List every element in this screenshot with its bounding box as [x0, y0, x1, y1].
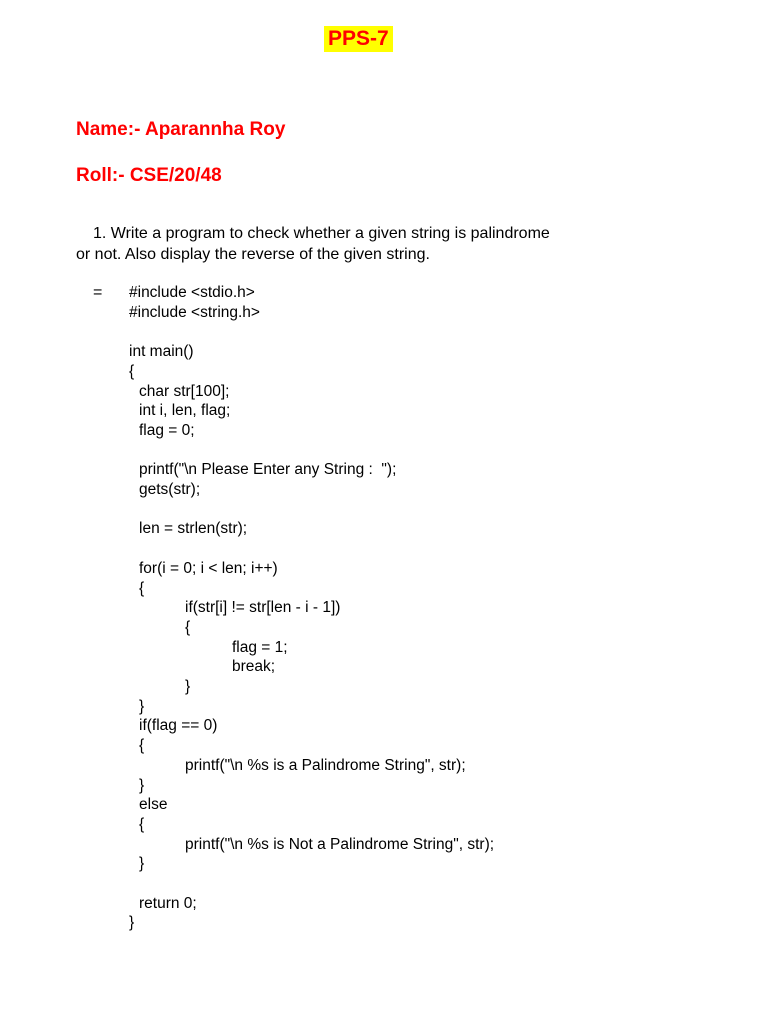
roll-number: Roll:- CSE/20/48 — [76, 165, 222, 186]
code-line: flag = 1; — [232, 638, 288, 656]
code-line: return 0; — [139, 894, 197, 912]
code-line: { — [129, 362, 135, 380]
code-line: } — [129, 914, 135, 932]
code-line: int i, len, flag; — [139, 402, 231, 420]
code-line: break; — [232, 658, 276, 676]
code-line: { — [185, 618, 191, 636]
code-line: gets(str); — [139, 481, 201, 498]
document-title: PPS-7 — [324, 26, 393, 52]
code-line: #include <string.h> — [129, 303, 260, 321]
code-line: for(i = 0; i < len; i++) — [139, 559, 278, 577]
code-line: if(str[i] != str[len - i - 1]) — [185, 599, 341, 617]
code-line: len = strlen(str); — [139, 520, 248, 538]
code-line: } — [139, 776, 145, 794]
student-name: Name:- Aparannha Roy — [76, 119, 286, 140]
code-line: int main() — [129, 343, 194, 361]
code-line: if(flag == 0) — [139, 717, 218, 735]
code-line: printf("\n %s is Not a Palindrome String", str); — [185, 835, 495, 853]
code-line: else — [139, 796, 168, 814]
code-line: printf("\n Please Enter any String : "); — [139, 461, 397, 479]
code-line: flag = 0; — [139, 421, 195, 439]
code-line: char str[100]; — [139, 382, 230, 400]
question-text — [76, 224, 736, 265]
code-line: } — [185, 678, 191, 695]
code-line: } — [139, 855, 145, 873]
code-line: #include <stdio.h> — [129, 284, 255, 301]
answer-marker: = — [93, 284, 103, 301]
code-line: { — [139, 579, 145, 597]
code-line: } — [139, 697, 145, 715]
code-line: { — [139, 815, 145, 833]
code-line: { — [139, 737, 145, 755]
question-line: 1. Write a program to check whether a given string is palindrome — [93, 225, 550, 242]
question-line: or not. Also display the reverse of the given string. — [76, 245, 430, 263]
code-line: printf("\n %s is a Palindrome String", str); — [185, 756, 466, 774]
